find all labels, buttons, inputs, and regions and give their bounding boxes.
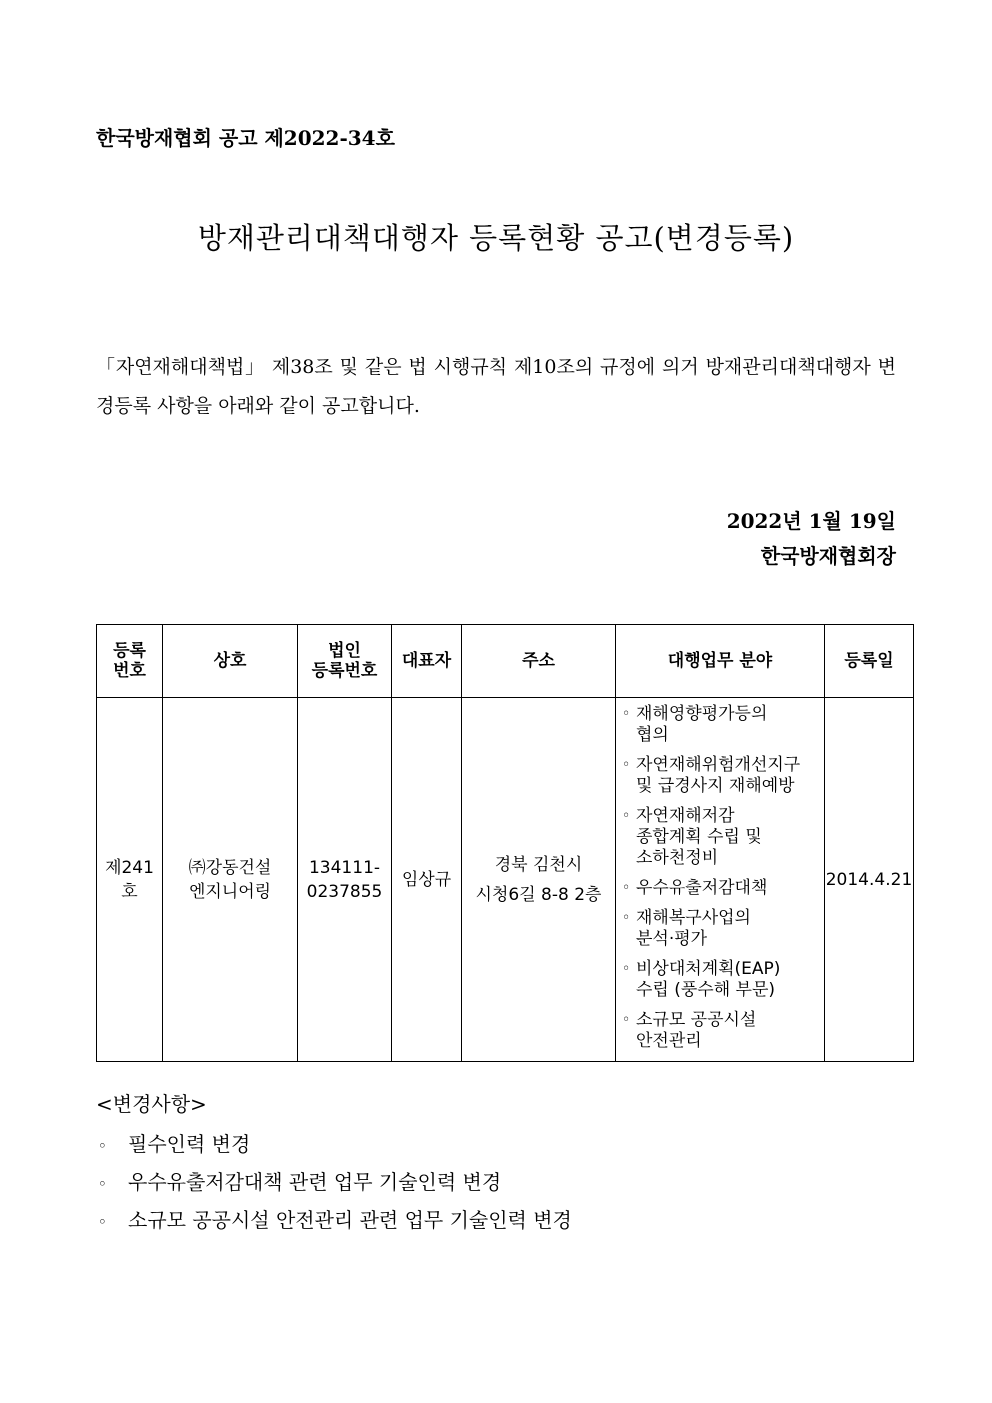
header-corp-reg-no: 법인 등록번호 <box>298 625 392 698</box>
bullet-icon: ◦ <box>622 1012 631 1028</box>
field-text: 재해복구사업의 분석·평가 <box>636 908 751 949</box>
registration-table <box>96 624 914 1062</box>
field-item <box>622 959 820 1001</box>
signer-name: 한국방재협회장 <box>760 544 896 568</box>
change-text: 필수인력 변경 <box>128 1132 251 1156</box>
change-text: 소규모 공공시설 안전관리 관련 업무 기술인력 변경 <box>128 1208 572 1232</box>
field-item <box>622 1010 820 1052</box>
bullet-icon: ◦ <box>622 808 631 824</box>
change-item <box>98 1204 572 1233</box>
field-item <box>622 878 820 899</box>
field-item <box>622 806 820 869</box>
document-title: 방재관리대책대행자 등록현황 공고(변경등록) <box>197 221 795 255</box>
notice-body: 「자연재해대책법」 제38조 및 같은 법 시행규칙 제10조의 규정에 의거 방재관리대책대행자 변경등록 사항을 아래와 같이 공고합니다. <box>96 356 896 417</box>
field-text: 소규모 공공시설 안전관리 <box>636 1010 757 1051</box>
field-item <box>622 755 820 797</box>
bullet-icon: ◦ <box>98 1175 107 1193</box>
bullet-icon: ◦ <box>622 706 631 722</box>
header-fields: 대행업무 분야 <box>616 625 825 698</box>
field-text: 자연재해위험개선지구 및 급경사지 재해예방 <box>636 755 801 796</box>
notice-date: 2022년 1월 19일 <box>726 509 896 533</box>
cell-fields <box>616 698 825 1062</box>
field-text: 자연재해저감 종합계획 수립 및 소하천정비 <box>636 806 762 868</box>
bullet-icon: ◦ <box>98 1137 107 1155</box>
header-reg-no: 등록 번호 <box>97 625 163 698</box>
change-text: 우수유출저감대책 관련 업무 기술인력 변경 <box>128 1170 502 1194</box>
header-address: 주소 <box>462 625 616 698</box>
cell-corp-reg-no: 134111- 0237855 <box>298 698 392 1062</box>
bullet-icon: ◦ <box>622 910 631 926</box>
cell-reg-no: 제241호 <box>97 698 163 1062</box>
bullet-icon: ◦ <box>98 1213 107 1231</box>
field-text: 비상대처계획(EAP) 수립 (풍수해 부문) <box>636 959 781 1000</box>
change-item <box>98 1128 250 1157</box>
bullet-icon: ◦ <box>622 880 631 896</box>
changes-heading: <변경사항> <box>96 1092 207 1116</box>
header-company: 상호 <box>163 625 298 698</box>
field-item <box>622 908 820 950</box>
cell-address: 경북 김천시 시청6길 8-8 2층 <box>462 698 616 1062</box>
field-item <box>622 704 820 746</box>
table-header-row <box>97 625 914 698</box>
field-text: 우수유출저감대책 <box>636 878 768 898</box>
cell-reg-date: 2014.4.21 <box>825 698 914 1062</box>
bullet-icon: ◦ <box>622 961 631 977</box>
header-representative: 대표자 <box>392 625 462 698</box>
bullet-icon: ◦ <box>622 757 631 773</box>
change-item <box>98 1166 501 1195</box>
field-text: 재해영향평가등의 협의 <box>636 704 768 745</box>
cell-representative: 임상규 <box>392 698 462 1062</box>
table-row <box>97 698 914 1062</box>
notice-number: 한국방재협회 공고 제2022-34호 <box>96 126 395 150</box>
header-reg-date: 등록일 <box>825 625 914 698</box>
cell-company: ㈜강동건설 엔지니어링 <box>163 698 298 1062</box>
